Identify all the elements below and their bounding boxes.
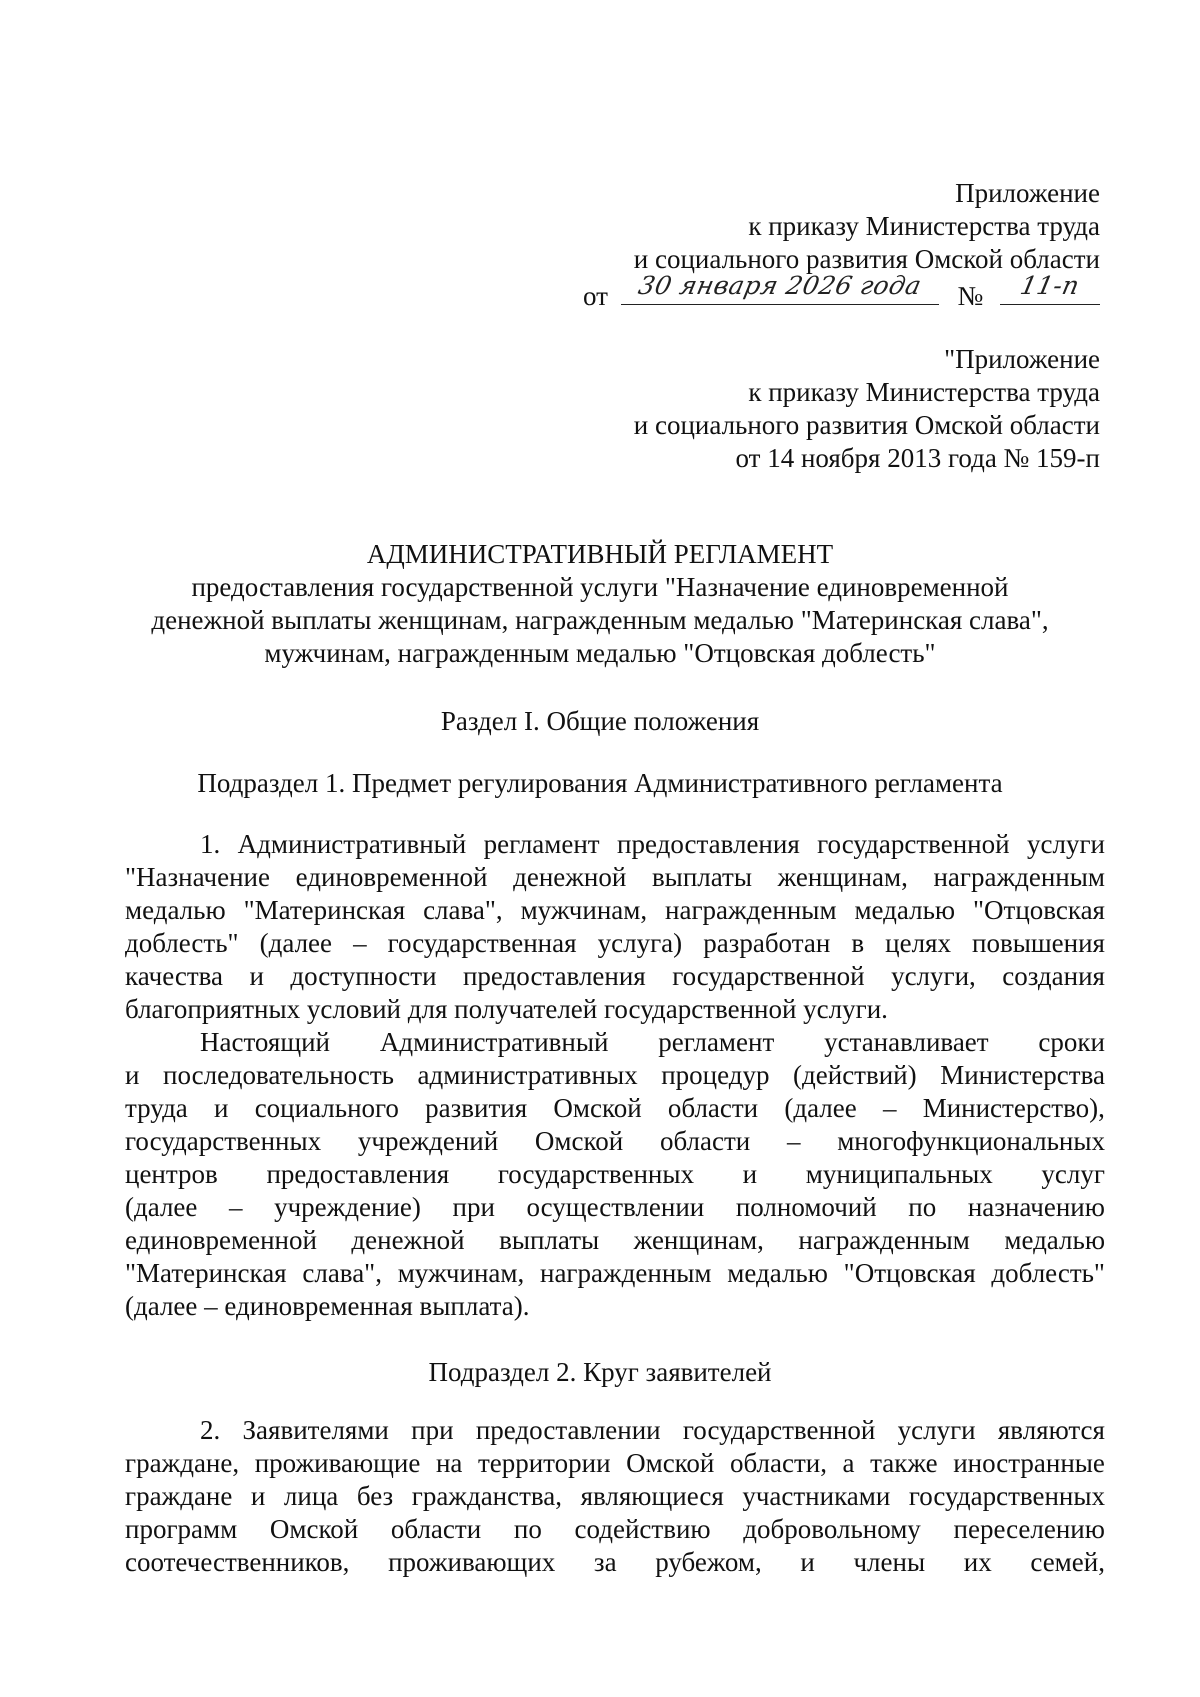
paragraph-line: соотечественников, проживающих за рубежом, и члены их семей,	[125, 1547, 1105, 1577]
paragraph-line: "Материнская слава", мужчинам, награжденным медалью "Отцовская доблесть"	[125, 1258, 1105, 1288]
quoted-date-number: от 14 ноября 2013 года № 159-п	[735, 443, 1100, 473]
paragraph-2	[125, 1414, 1105, 1579]
paragraph-line: качества и доступности предоставления государственной услуги, создания	[125, 961, 1105, 991]
section-heading: Раздел I. Общие положения	[440, 706, 760, 736]
appendix-ministry: и социального развития Омской области	[633, 244, 1100, 274]
paragraph-line: государственных учреждений Омской области – многофункциональных	[125, 1126, 1105, 1156]
subsection-1-heading: Подраздел 1. Предмет регулирования Административного регламента	[197, 768, 1003, 798]
appendix-date-row	[583, 271, 1100, 314]
quoted-order-ref: к приказу Министерства труда	[748, 377, 1100, 407]
number-prefix: №	[957, 281, 984, 311]
paragraph-line: Настоящий Административный регламент устанавливает сроки	[200, 1027, 1105, 1057]
paragraph-line: программ Омской области по содействию добровольному переселению	[125, 1514, 1105, 1544]
paragraph-line: благоприятных условий для получателей государственной услуги.	[125, 994, 888, 1024]
document-title	[0, 538, 1200, 670]
paragraph-line: и последовательность административных процедур (действий) Министерства	[125, 1060, 1105, 1090]
paragraph-line: 1. Административный регламент предоставления государственной услуги	[200, 829, 1105, 859]
quoted-ministry: и социального развития Омской области	[633, 410, 1100, 440]
paragraph-line: (далее – учреждение) при осуществлении полномочий по назначению	[125, 1192, 1105, 1222]
date-prefix: от	[583, 281, 608, 311]
quoted-appendix-header	[634, 343, 1100, 475]
title-heading: АДМИНИСТРАТИВНЫЙ РЕГЛАМЕНТ	[366, 539, 834, 569]
title-line-3: денежной выплаты женщинам, награжденным медалью "Материнская слава",	[151, 605, 1049, 635]
paragraph-line: единовременной денежной выплаты женщинам, награжденным медалью	[125, 1225, 1105, 1255]
appendix-order-ref: к приказу Министерства труда	[748, 211, 1100, 241]
paragraph-1	[125, 828, 1105, 1323]
paragraph-line: (далее – единовременная выплата).	[125, 1291, 530, 1321]
handwritten-date: 30 января 2026 года	[635, 271, 924, 300]
appendix-label: Приложение	[955, 178, 1100, 208]
handwritten-number-field	[1000, 271, 1100, 305]
paragraph-line: граждане и лица без гражданства, являющиеся участниками государственных	[125, 1481, 1105, 1511]
title-line-4: мужчинам, награжденным медалью "Отцовская доблесть"	[264, 638, 936, 668]
paragraph-line: "Назначение единовременной денежной выплаты женщинам, награжденным	[125, 862, 1105, 892]
appendix-header	[583, 177, 1100, 314]
quoted-appendix-label: "Приложение	[944, 344, 1100, 374]
paragraph-line: центров предоставления государственных и муниципальных услуг	[125, 1159, 1105, 1189]
subsection-2-heading: Подраздел 2. Круг заявителей	[428, 1357, 772, 1387]
handwritten-number: 11-п	[1017, 271, 1083, 300]
paragraph-line: медалью "Материнская слава", мужчинам, награжденным медалью "Отцовская	[125, 895, 1105, 925]
handwritten-date-field	[621, 271, 939, 305]
paragraph-line: труда и социального развития Омской области (далее – Министерство),	[125, 1093, 1105, 1123]
paragraph-line: доблесть" (далее – государственная услуга) разработан в целях повышения	[125, 928, 1105, 958]
paragraph-line: 2. Заявителями при предоставлении государственной услуги являются	[200, 1415, 1105, 1445]
title-line-2: предоставления государственной услуги "Назначение единовременной	[191, 572, 1009, 602]
paragraph-line: граждане, проживающие на территории Омской области, а также иностранные	[125, 1448, 1105, 1478]
